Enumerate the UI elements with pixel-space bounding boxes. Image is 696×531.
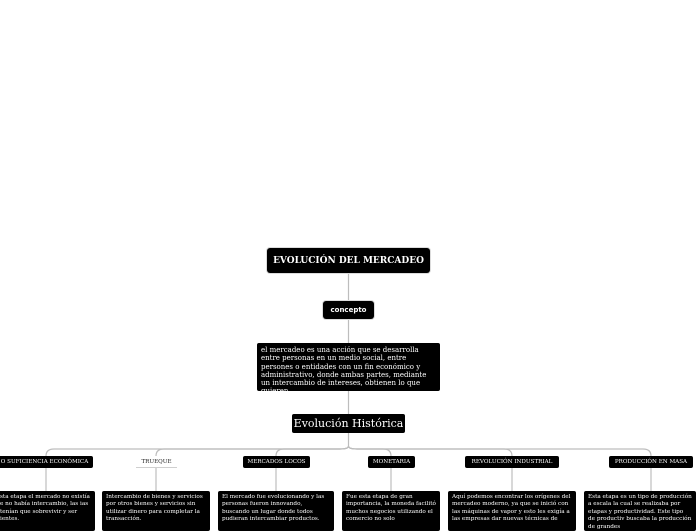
- concept-node[interactable]: [323, 301, 374, 319]
- branch-node-mercados-locos[interactable]: [243, 456, 310, 468]
- branch-description-mercados-locos[interactable]: [218, 491, 334, 531]
- branch-description-text: Fue esta etapa de gran importancia, la moneda facilitó muchos negocios utilizando el comercio no solo: [346, 494, 436, 523]
- connector-branch-5: [349, 446, 652, 456]
- branch-title: REVOLUCIÓN INDUSTRIAL: [471, 459, 553, 465]
- branch-title: PRODUCCIÓN EN MASA: [614, 459, 688, 465]
- branch-description-revolucion-industrial[interactable]: [448, 491, 576, 531]
- branch-description-autosuficiencia[interactable]: [0, 491, 95, 531]
- concept-label: concepto: [330, 306, 367, 314]
- branch-node-monetaria[interactable]: [368, 456, 415, 468]
- branch-description-trueque[interactable]: [102, 491, 210, 531]
- branch-title: TRUEQUE: [141, 458, 172, 465]
- branch-description-text: Aquí podemos encontrar los orígenes del mercadeo moderno, ya que se inició con las máquinas de vapor y esto les exigía a las empresas dar nuevas técnicas de: [452, 494, 571, 523]
- branch-description-monetaria[interactable]: [342, 491, 440, 531]
- branch-description-text: Intercambio de bienes y servicios por otros bienes y servicios sin utilizar dinero para completar la transacción.: [106, 494, 203, 523]
- branch-title: MERCADOS LOCOS: [247, 459, 306, 465]
- branch-node-produccion-en-masa[interactable]: [609, 456, 693, 468]
- definition-node[interactable]: [257, 343, 440, 396]
- historical-evolution-node[interactable]: [292, 414, 405, 433]
- branch-description-text: El mercado fue evolucionando y las personas fueron innovando, buscando un lugar donde todos pudieran intercambiar productos.: [222, 494, 325, 523]
- branch-node-trueque[interactable]: [136, 456, 177, 468]
- branch-node-revolucion-industrial[interactable]: [465, 456, 559, 468]
- connector-branch-4: [349, 446, 513, 456]
- branch-node-autosuficiencia[interactable]: [0, 456, 93, 468]
- branch-title: O SUFICIENCIA ECONÓMICA: [0, 459, 89, 465]
- connector-branch-3: [349, 446, 392, 456]
- definition-text: el mercadeo es una acción que se desarrolla entre personas en un medio social, entre persones o entidades con un fin económico y administrativo, donde ambas partes, mediante un intercambio de intereses, obtienen lo que quieren.: [261, 346, 427, 396]
- branch-description-produccion-en-masa[interactable]: [584, 491, 696, 531]
- connector-branch-1: [156, 446, 349, 456]
- branch-description-text: Esta etapa es un tipo de producción a escala la cual se realizaba por etapas y productividad. Este tipo de productiv buscaba la producción de grandes: [588, 494, 692, 530]
- branch-title: MONETARIA: [372, 459, 411, 465]
- branch-description-text: sta etapa el mercado no existía e no había intercambio, las ias tenían que sobrevivir y ser ientes.: [0, 494, 90, 523]
- connector-branch-0: [46, 446, 349, 456]
- root-topic-label: EVOLUCIÓN DEL MERCADEO: [273, 255, 424, 266]
- connector-branch-2: [276, 446, 349, 456]
- historical-evolution-label: Evolución Histórica: [293, 417, 404, 430]
- root-topic-node[interactable]: [267, 248, 430, 273]
